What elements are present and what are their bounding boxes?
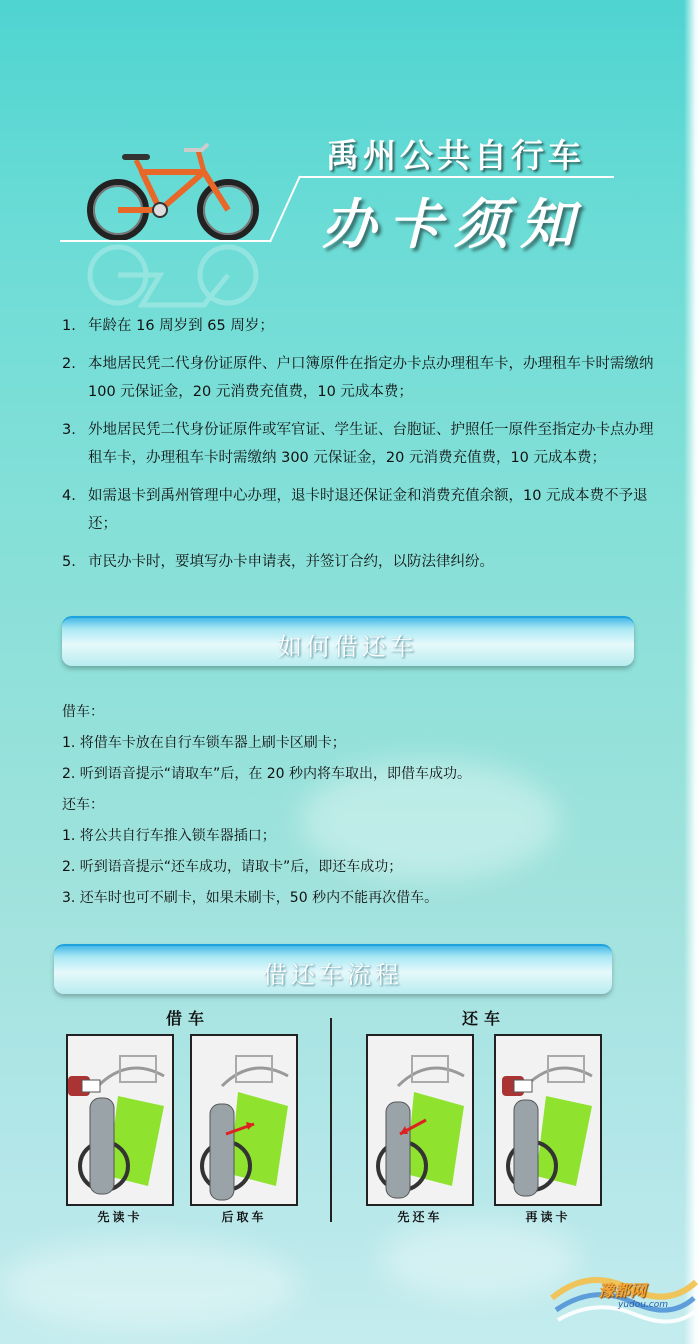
return-step: 2. 听到语音提示“还车成功，请取卡”后，即还车成功； <box>62 859 403 875</box>
title-main: 办卡须知 <box>322 193 586 256</box>
rule-item <box>62 416 662 472</box>
rule-text: 外地居民凭二代身份证原件或军官证、学生证、台胞证、护照任一原件至指定办卡点办理租车卡，办理租车卡时需缴纳 300 元保证金，20 元消费充值费，10 元成本费； <box>88 422 654 466</box>
borrow-step: 2. 听到语音提示“请取车”后，在 20 秒内将车取出，即借车成功。 <box>62 766 472 782</box>
rule-text: 市民办卡时，要填写办卡申请表，并签订合约，以防法律纠纷。 <box>88 554 494 570</box>
cloud <box>0 1240 300 1330</box>
bike-dock-illustration <box>496 1036 600 1204</box>
flow-caption: 后取车 <box>221 1210 267 1224</box>
bike-dock-illustration <box>368 1036 472 1204</box>
flow-panel-read-card <box>66 1034 174 1206</box>
watermark-site: yudou.com <box>618 1300 669 1310</box>
site-watermark-logo <box>548 1258 698 1338</box>
flow-panel-take-bike <box>190 1034 298 1206</box>
watermark-text: 豫都网 <box>598 1281 647 1300</box>
rule-number: 5. <box>62 554 76 570</box>
title-top: 禹州公共自行车 <box>326 136 585 175</box>
rule-number: 4. <box>62 488 76 504</box>
bicycle-icon <box>80 140 280 310</box>
section-banner-how <box>62 616 634 666</box>
return-step: 1. 将公共自行车推入锁车器插口； <box>62 828 276 844</box>
rule-number: 3. <box>62 422 76 438</box>
rule-number: 1. <box>62 318 76 334</box>
borrow-step: 1. 将借车卡放在自行车锁车器上刷卡区刷卡； <box>62 735 346 751</box>
rule-item <box>62 350 662 406</box>
rule-number: 2. <box>62 356 76 372</box>
bike-dock-illustration <box>68 1036 172 1204</box>
rule-text: 如需退卡到禹州管理中心办理，退卡时退还保证金和消费充值余额，10 元成本费不予退还； <box>88 488 648 532</box>
how-to-text <box>62 697 622 914</box>
header-rule <box>60 240 270 242</box>
flow-heading-borrow: 借车 <box>166 1009 211 1028</box>
flow-panel-return-bike <box>366 1034 474 1206</box>
flow-caption: 先还车 <box>397 1210 443 1224</box>
header <box>0 120 700 300</box>
bike-dock-illustration <box>192 1036 296 1204</box>
flow-caption: 先读卡 <box>97 1210 143 1224</box>
flow-divider <box>330 1018 332 1222</box>
card-rules-list <box>62 312 662 586</box>
rule-text: 本地居民凭二代身份证原件、户口簿原件在指定办卡点办理租车卡，办理租车卡时需缴纳 100 元保证金，20 元消费充值费，10 元成本费； <box>88 356 654 400</box>
rule-item <box>62 482 662 538</box>
flow-heading-return: 还车 <box>462 1009 507 1028</box>
rule-item <box>62 548 662 576</box>
section-title: 借还车流程 <box>263 961 403 989</box>
flow-panel-read-card-again <box>494 1034 602 1206</box>
rule-item <box>62 312 662 340</box>
section-title: 如何借还车 <box>278 633 418 661</box>
section-banner-flow <box>54 944 612 994</box>
flow-caption: 再读卡 <box>525 1210 571 1224</box>
header-slash <box>266 174 306 244</box>
borrow-label: 借车： <box>62 704 104 720</box>
rule-text: 年龄在 16 周岁到 65 周岁； <box>88 318 274 334</box>
return-label: 还车： <box>62 797 104 813</box>
return-step: 3. 还车时也可不刷卡，如果未刷卡，50 秒内不能再次借车。 <box>62 890 439 906</box>
